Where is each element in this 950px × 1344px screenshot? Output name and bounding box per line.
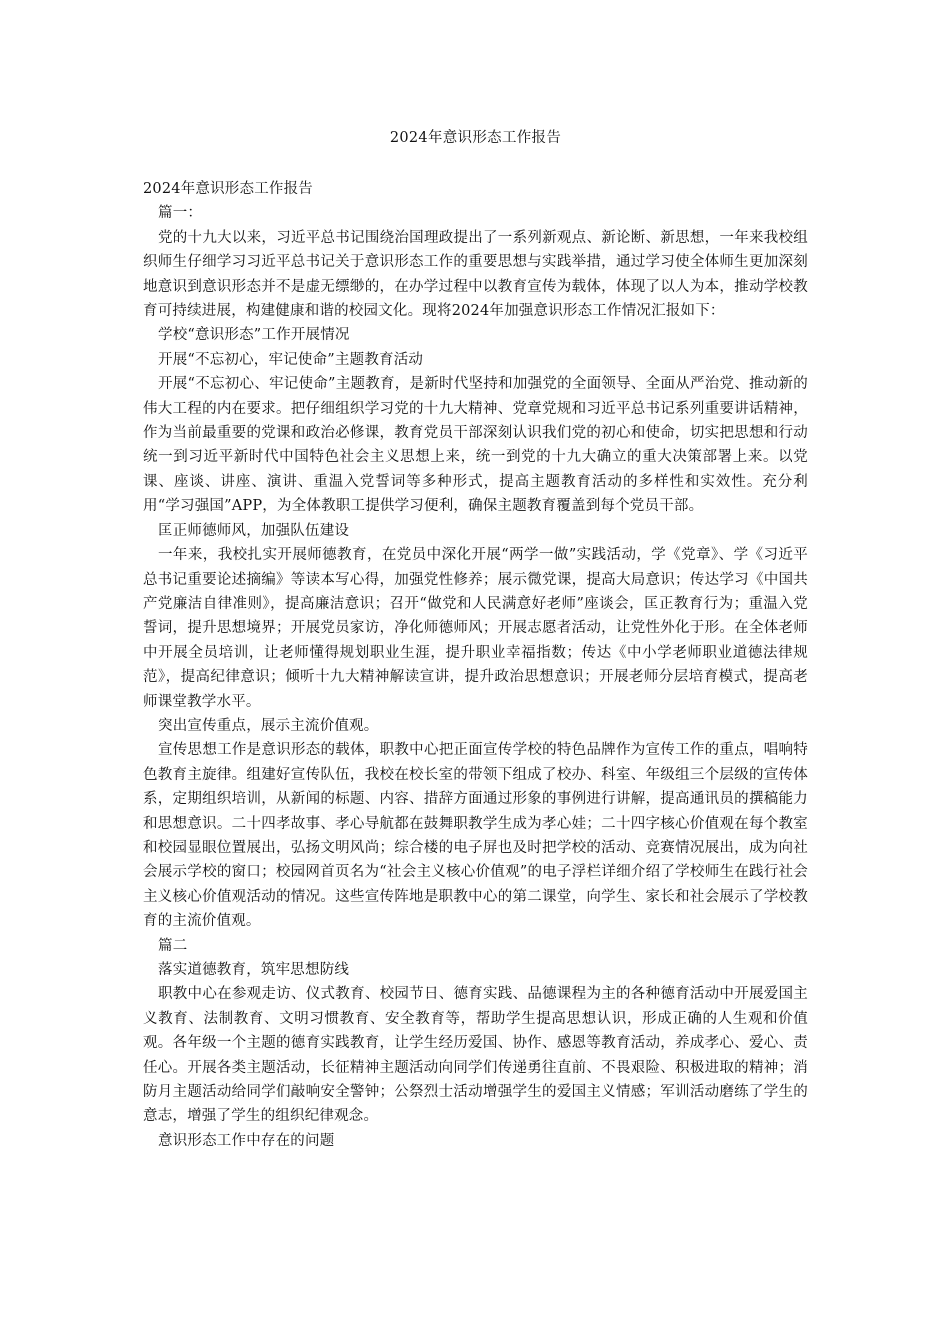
document-page [143, 0, 808, 1153]
intro-paragraph: 党的十九大以来，习近平总书记围绕治国理政提出了一系列新观点、新论断、新思想，一年来我校组织师生仔细学习习近平总书记关于意识形态工作的重要思想与实践举措，通过学习使全体师生更加深刻地意识到意识形态并不是虚无缥缈的，在办学过程中以教育宣传为载体，体现了以人为本，推动学校教育可持续进展，构建健康和谐的校园文化。现将2024年加强意识形态工作情况汇报如下： [143, 229, 808, 320]
document-title: 2024年意识形态工作报告 [389, 130, 562, 146]
section-heading: 匡正师德师风，加强队伍建设 [158, 522, 350, 539]
part-one-label: 篇一： [158, 205, 203, 222]
document-subtitle: 2024年意识形态工作报告 [143, 181, 314, 197]
section-heading: 落实道德教育，筑牢思想防线 [158, 962, 350, 978]
body-paragraph: 职教中心在参观走访、仪式教育、校园节日、德育实践、品德课程为主的各种德育活动中开展爱国主义教育、法制教育、文明习惯教育、安全教育等，帮助学生提高思想认识，形成正确的人生观和价值观。各年级一个主题的德育实践教育，让学生经历爱国、协作、感恩等教育活动，养成孝心、爱心、责任心。开展各类主题活动，长征精神主题活动向同学们传递勇往直前、不畏艰险、积极进取的精神；消防月主题活动给同学们敲响安全警钟；公祭烈士活动增强学生的爱国主义情感；军训活动磨练了学生的意志，增强了学生的组织纪律观念。 [143, 986, 808, 1125]
document-body [143, 177, 808, 1153]
section-heading: 意识形态工作中存在的问题 [158, 1132, 335, 1149]
body-paragraph: 宣传思想工作是意识形态的载体，职教中心把正面宣传学校的特色品牌作为宣传工作的重点，唱响特色教育主旋律。组建好宣传队伍，我校在校长室的带领下组成了校办、科室、年级组三个层级的宣传体系，定期组织培训，从新闻的标题、内容、措辞方面通过形象的事例进行讲解，提高通讯员的撰稿能力和思想意识。二十四孝故事、孝心导航都在鼓舞职教学生成为孝心娃；二十四字核心价值观在每个教室和校园显眼位置展出，弘扬文明风尚；综合楼的电子屏也及时把学校的活动、竞赛情况展出，成为向社会展示学校的窗口；校园网首页名为“社会主义核心价值观”的电子浮栏详细介绍了学校师生在践行社会主义核心价值观活动的情况。这些宣传阵地是职教中心的第二课堂，向学生、家长和社会展示了学校教育的主流价值观。 [143, 742, 808, 930]
body-paragraph: 开展“不忘初心、牢记使命”主题教育，是新时代坚持和加强党的全面领导、全面从严治党、推动新的伟大工程的内在要求。把仔细组织学习党的十九大精神、党章党规和习近平总书记系列重要讲话精神，作为当前最重要的党课和政治必修课，教育党员干部深刻认识我们党的初心和使命，切实把思想和行动统一到习近平新时代中国特色社会主义思想上来，统一到党的十九大确立的重大决策部署上来。以党课、座谈、讲座、演讲、重温入党誓词等多种形式，提高主题教育活动的多样性和实效性。充分利用“学习强国”APP，为全体教职工提供学习便利，确保主题教育覆盖到每个党员干部。 [143, 376, 808, 515]
part-two-label: 篇二 [158, 937, 188, 954]
section-heading: 突出宣传重点，展示主流价值观。 [158, 717, 379, 734]
body-paragraph: 一年来，我校扎实开展师德教育，在党员中深化开展“两学一做”实践活动，学《党章》、学《习近平总书记重要论述摘编》等读本写心得，加强党性修养；展示微党课，提高大局意识；传达学习《中国共产党廉洁自律准则》，提高廉洁意识；召开“做党和人民满意好老师”座谈会，匡正教育行为；重温入党誓词，提升思想境界；开展党员家访，净化师德师风；开展志愿者活动，让党性外化于形。在全体老师中开展全员培训，让老师懂得规划职业生涯，提升职业幸福指数；传达《中小学老师职业道德法律规范》，提高纪律意识；倾听十九大精神解读宣讲，提升政治思想意识；开展老师分层培育模式，提高老师课堂教学水平。 [143, 547, 808, 710]
section-heading: 开展“不忘初心，牢记使命”主题教育活动 [158, 351, 424, 368]
section-heading: 学校“意识形态”工作开展情况 [158, 327, 350, 344]
